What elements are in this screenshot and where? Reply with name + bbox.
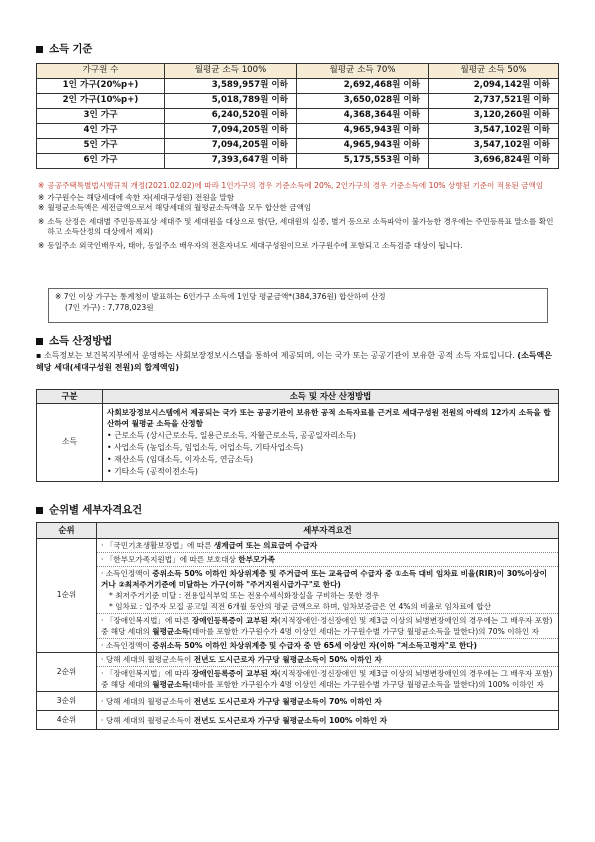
table-cell: 5인 가구 [37,139,165,154]
table-cell: 4인 가구 [37,124,165,139]
item-text: (태아를 포함한 가구원수가 4명 이상인 세대는 가구원수별 가구당 월평균소득을 말한다)의 70% 이하인 자 [188,627,539,636]
table-cell: 6,240,520원 이하 [165,109,297,124]
table-cell: 3,696,824원 이하 [429,154,559,169]
note-text: 월평균소득액은 세전금액으로서 해당세대의 월평균소득액을 모두 합산한 금액임 [47,203,312,213]
list-item [97,638,558,652]
item-text: · 소득인정액이 [101,569,153,578]
income-title-text: 소득 기준 [49,43,93,55]
income-header-row [37,64,559,79]
method-table [36,389,559,482]
list-item [97,666,558,691]
row-label: 소득 [37,404,103,482]
item-bold: 전년도 도시근로자 가구당 월평균소득이 50% 이하인 자 [193,655,382,664]
rank-label: 3순위 [37,692,97,711]
item-text: · 당해 세대의 월평균소득이 [101,715,194,725]
table-cell: 4,965,943원 이하 [297,139,429,154]
table-row [37,79,559,94]
table-row [37,124,559,139]
item-bold: 월평균소득 [152,627,189,636]
table-row [37,109,559,124]
rank-label: 4순위 [37,711,97,730]
item-bold: 장애인등록증이 교부된 자 [191,616,278,625]
list-item: • 근로소득 (상시근로소득, 일용근로소득, 자활근로소득, 공공일자리소득) [107,430,356,440]
table-row [37,404,559,482]
note-mark: ※ [38,181,45,190]
note-text: 소득 산정은 세대별 주민등록표상 세대주 및 세대원을 대상으로 함(단, 세대원의 실종, 별거 등으로 소득파악이 불가능한 경우에는 주민등록표 말소를 확인하고 소득산정의 대상에서 제외) [47,217,554,237]
intro-text: ▪ 소득정보는 보건복지부에서 운영하는 사회보장정보시스템을 통하여 제공되며, 이는 국가 또는 공공기관이 보유한 공적 소득 자료입니다. [36,351,515,360]
table-cell: 3,650,028원 이하 [297,94,429,109]
header-cell: 월평균 소득 50% [429,64,559,79]
note-text: 공공주택특별법시행규칙 개정(2021.02.02)에 따라 1인가구의 경우 기준소득에 20%, 2인가구의 경우 기준소득에 10% 상향된 기준이 적용된 금액임 [47,181,544,190]
sub-note: * 임차료 : 입주자 모집 공고일 직전 6개월 동안의 평균 금액으로 하며, 임차보증금은 연 4%의 비율로 임차료에 합산 [109,602,492,611]
note-mark: ※ [38,217,45,227]
item-text: · 「국민기초생활보장법」에 따른 [101,541,214,550]
table-cell: 7,094,205원 이하 [165,124,297,139]
box-note-line: ※ 7인 이상 가구는 통계청이 발표하는 6인가구 소득에 1인당 평균금액*(384,376원) 합산하여 산정 [55,292,386,301]
table-cell: 3,589,957원 이하 [165,79,297,94]
intro-bold-text: (소득액은 해당 세대(세대구성원 전원)의 합계액임) [36,351,552,373]
rank-label: 2순위 [37,653,97,692]
header-cell: 가구원 수 [37,64,165,79]
header-cell: 구분 [37,390,103,404]
item-text: · 「장애인복지법」에 따라 [101,669,192,678]
income-notes [38,181,558,251]
list-item [97,566,558,613]
item-text: · 당해 세대의 월평균소득이 [101,655,194,664]
table-cell: 3,547,102원 이하 [429,139,559,154]
note-text: 동일주소 외국인배우자, 태아, 동일주소 배우자의 전혼자녀도 세대구성원이므로 가구원수에 포함되고 소득검증 대상이 됩니다. [47,241,463,251]
method-title-text: 소득 산정방법 [49,335,113,347]
rank-cell [97,539,559,653]
list-item [97,552,558,566]
header-cell: 순위 [37,523,97,539]
list-item: • 기타소득 (공적이전소득) [107,467,198,477]
method-section-title [36,334,112,348]
rank-section-title [36,503,142,517]
box-note-line: (7인 가구) : 7,778,023원 [65,303,154,313]
table-cell: 7,393,647원 이하 [165,154,297,169]
income-table [36,63,559,169]
note-mark: ※ [38,241,45,251]
header-cell: 월평균 소득 70% [297,64,429,79]
list-item: • 재산소득 (임대소득, 이자소득, 연금소득) [107,454,254,464]
table-cell: 6인 가구 [37,154,165,169]
item-text: (지적장애인·정신장애인 및 제3급 이상의 뇌병변장애인의 경우에는 그 배우자 포함) 중 해당 세대의 [101,616,553,636]
item-text: (태아를 포함한 가구원수가 4명 이상인 세대는 가구원수별 가구당 월평균소득을 말한다)의 100% 이하인 자 [188,680,544,689]
table-cell: 3인 가구 [37,109,165,124]
item-text: · 「장애인복지법」에 따른 [101,616,192,625]
table-row [37,94,559,109]
table-cell: 4,368,364원 이하 [297,109,429,124]
table-row [37,711,559,730]
note-mark: ※ [38,193,45,203]
header-cell: 세부자격요건 [97,523,559,539]
table-cell: 3,547,102원 이하 [429,124,559,139]
header-cell: 소득 및 자산 산정방법 [103,390,559,404]
item-bold: 장애인등록증이 교부된 자 [191,669,278,678]
note-item [38,203,558,213]
rank-cell [97,711,559,730]
rank-header-row [37,523,559,539]
note-item [38,181,558,191]
rank-title-text: 순위별 세부자격요건 [49,504,142,516]
square-bullet-icon [36,46,43,53]
item-bold: 전년도 도시근로자 가구당 월평균소득이 100% 이하인 자 [193,715,388,725]
table-cell: 5,018,789원 이하 [165,94,297,109]
note-item [38,241,558,251]
table-cell: 2,737,521원 이하 [429,94,559,109]
item-text: · 소득인정액이 [101,641,153,650]
table-cell: 2인 가구(10%p+) [37,94,165,109]
table-cell: 1인 가구(20%p+) [37,79,165,94]
table-cell: 2,094,142원 이하 [429,79,559,94]
rank-cell [97,692,559,711]
list-item: • 사업소득 (농업소득, 임업소득, 어업소득, 기타사업소득) [107,442,304,452]
table-cell: 2,692,468원 이하 [297,79,429,94]
rank-cell [97,653,559,692]
list-item [97,613,558,638]
rank-label: 1순위 [37,539,97,653]
list-item [97,653,558,666]
rank-table [36,522,559,730]
method-desc-cell [103,404,559,482]
item-bold: 중위소득 50% 이하인 차상위계층 및 주거급여 또는 교육급여 수급자 중 ①소득 대비 임차료 비율(RIR)이 30%이상이거나 ②최저주거기준에 미달하는 가구(이하 "주거지원시급가구"로 한다) [101,569,547,589]
note-item [38,193,558,203]
seven-person-note-box [48,288,548,323]
table-cell: 7,094,205원 이하 [165,139,297,154]
income-section-title [36,42,92,56]
table-row [37,653,559,692]
table-cell: 5,175,553원 이하 [297,154,429,169]
list-item [97,539,558,552]
square-bullet-icon [36,338,43,345]
table-row [37,539,559,653]
table-cell: 3,120,260원 이하 [429,109,559,124]
item-text: · 「한부모가족지원법」에 따른 보호대상 [101,555,239,564]
method-desc: 사회보장정보시스템에서 제공되는 국가 또는 공공기관이 보유한 공적 소득자료를 근거로 세대구성원 전원의 아래의 12가지 소득을 합산하여 월평균 소득을 산정함 [107,408,551,429]
method-header-row [37,390,559,404]
item-bold: 생계급여 또는 의료급여 수급자 [213,541,318,550]
item-bold: 월평균소득 [152,680,189,689]
item-bold: 한부모가족 [238,555,275,564]
method-intro [36,350,559,375]
table-row [37,692,559,711]
item-text: · 당해 세대의 월평균소득이 [101,696,194,706]
note-mark: ※ [38,203,45,213]
square-bullet-icon [36,507,43,514]
item-bold: 중위소득 50% 이하인 차상위계층 및 수급자 중 만 65세 이상인 자(이하 "저소득고령자"로 한다) [152,641,477,650]
sub-note: * 최저주거기준 미달 : 전용입식부엌 또는 전용수세식화장실을 구비하는 못한 경우 [109,591,380,600]
header-cell: 월평균 소득 100% [165,64,297,79]
note-item [38,217,558,237]
table-cell: 4,965,943원 이하 [297,124,429,139]
item-bold: 전년도 도시근로자 가구당 월평균소득이 70% 이하인 자 [193,696,382,706]
table-row [37,139,559,154]
item-text: (지적장애인·정신장애인 및 제3급 이상의 뇌병변장애인의 경우에는 그 배우자 포함) 중 해당 세대의 [101,669,553,689]
table-row [37,154,559,169]
note-text: 가구원수는 해당세대에 속한 자(세대구성원) 전원을 말함 [47,193,235,203]
